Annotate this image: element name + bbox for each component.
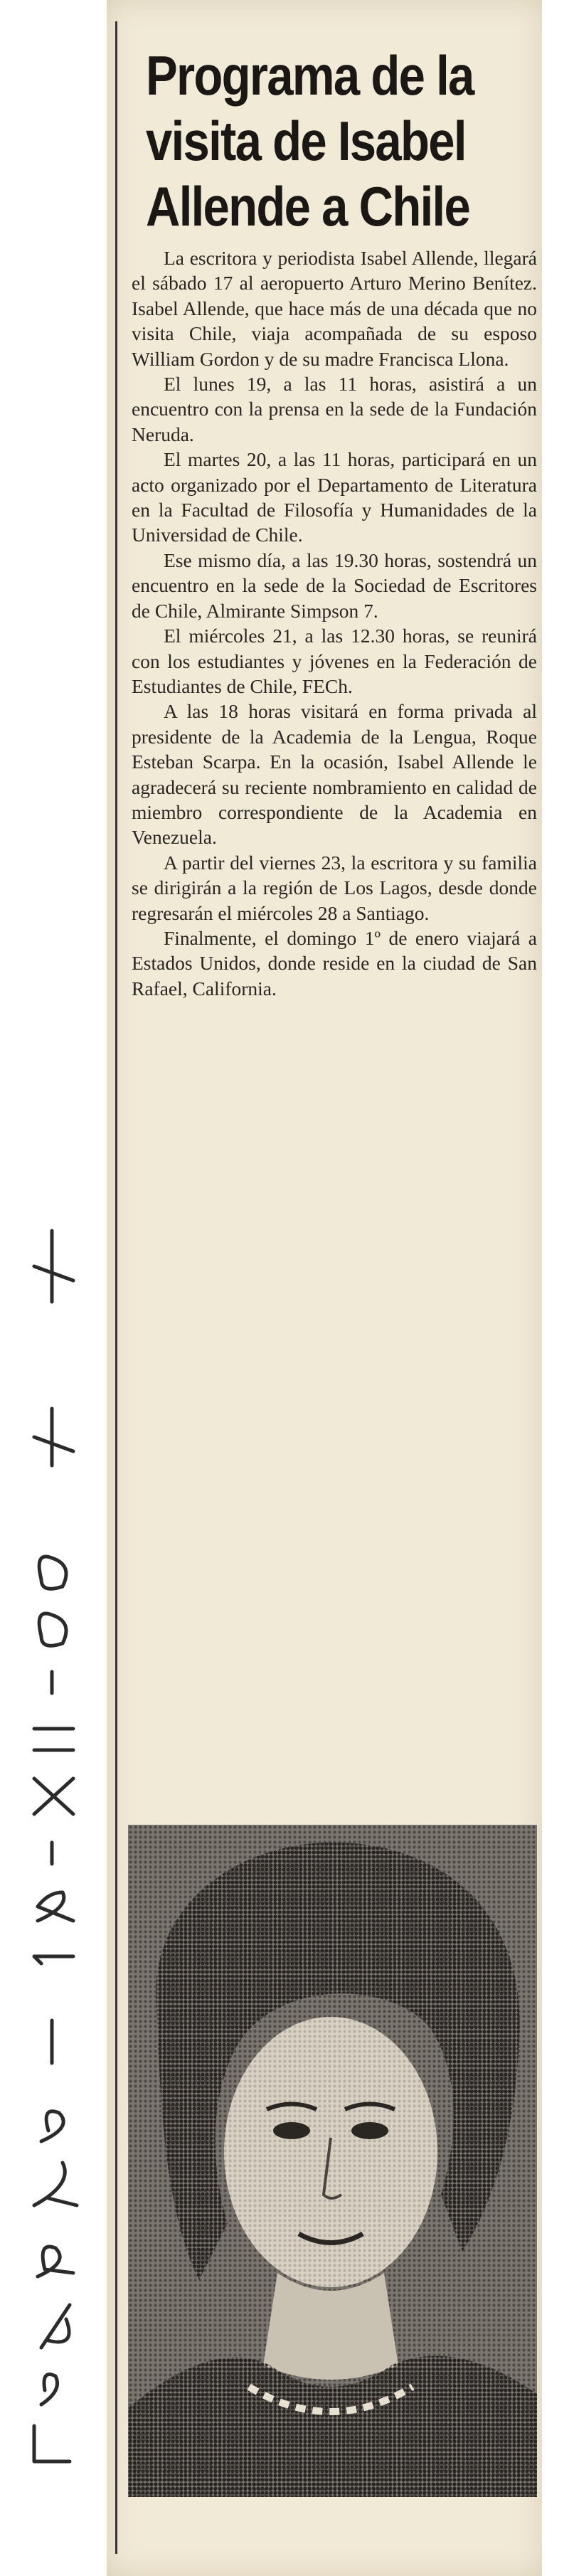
- article-paragraph: Finalmente, el domingo 1º de enero viajará a Estados Unidos, donde reside en la ciudad de San Rafael, California.: [132, 926, 537, 1000]
- portrait-photo: [128, 1825, 537, 2497]
- article-paragraph: La escritora y periodista Isabel Allende, llegará el sábado 17 al aeropuerto Arturo Merino Benítez. Isabel Allende, que hace más de una década que no visita Chile, viaja acompañada de su esposo William Gordon y de su madre Francisca Llona.: [132, 247, 537, 370]
- article-paragraph: Ese mismo día, a las 19.30 horas, sostendrá un encuentro en la sede de la Sociedad de Escritores de Chile, Almirante Simpson 7.: [132, 548, 537, 622]
- headline-line: visita de Isabel: [146, 110, 466, 172]
- article-body: [132, 245, 537, 1001]
- headline-line: Programa de la: [146, 44, 474, 107]
- handwritten-date-signature: [13, 1138, 91, 2490]
- article-paragraph: A partir del viernes 23, la escritora y su familia se dirigirán a la región de Los Lagos, desde donde regresarán el miércoles 28 a Santiago.: [132, 851, 537, 924]
- article-paragraph: El lunes 19, a las 11 horas, asistirá a un encuentro con la prensa en la sede de la Fundación Neruda.: [132, 373, 537, 445]
- article-paragraph: El martes 20, a las 11 horas, participará en un acto organizado por el Departamento de Literatura en la Facultad de Filosofía y Humanidades de la Universidad de Chile.: [132, 448, 537, 546]
- headline: [146, 43, 474, 239]
- column-rule: [115, 21, 117, 2554]
- handwritten-annotation: [13, 1138, 91, 2490]
- headline-line: Allende a Chile: [146, 175, 470, 238]
- article-paragraph: El miércoles 21, a las 12.30 horas, se reunirá con los estudiantes y jóvenes en la Federación de Estudiantes de Chile, FECh.: [132, 625, 537, 697]
- portrait-photo-image: [128, 1825, 537, 2497]
- article-paragraph: A las 18 horas visitará en forma privada al presidente de la Academia de la Lengua, Roque Esteban Scarpa. En la ocasión, Isabel Allende le agradecerá su reciente nombramiento en calidad de miembro correspondiente de la Academia en Venezuela.: [132, 700, 537, 849]
